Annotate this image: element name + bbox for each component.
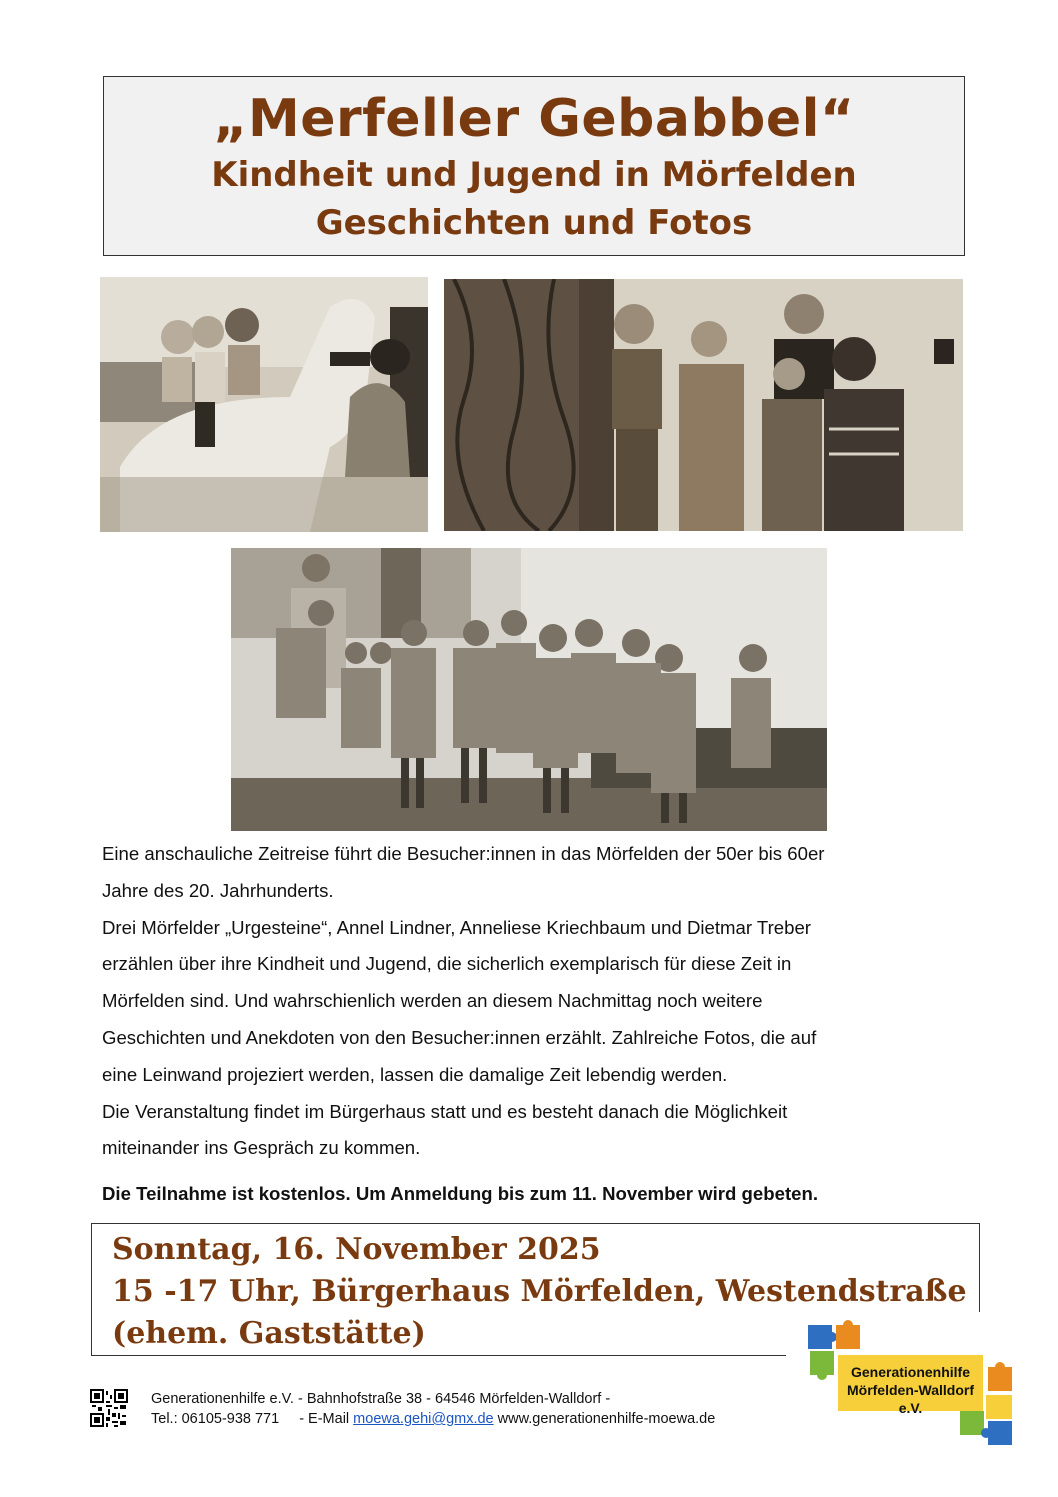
description-line: Jahre des 20. Jahrhunderts. (102, 879, 334, 901)
event-time-place: 15 -17 Uhr, Bürgerhaus Mörfelden, Westendstraße (112, 1274, 967, 1309)
description-line: Drei Mörfelder „Urgesteine“, Annel Lindner, Anneliese Kriechbaum und Dietmar Treber (102, 916, 811, 938)
description-line: erzählen über ihre Kindheit und Jugend, die sicherlich exemplarisch für diese Zeit in (102, 953, 792, 975)
page-title: „Merfeller Gebabbel“ (213, 89, 855, 149)
description-line: miteinander ins Gespräch zu kommen. (102, 1137, 421, 1159)
description-line: eine Leinwand projeziert werden, lassen die damalige Zeit lebendig werden. (102, 1063, 728, 1085)
title-box (103, 76, 965, 256)
description-line: Mörfelden sind. Und wahrschienlich werden an diesem Nachmittag noch weitere (102, 990, 763, 1012)
description-line: Eine anschauliche Zeitreise führt die Besucher:innen in das Mörfelden der 50er bis 60er (102, 843, 825, 864)
description-text (102, 836, 962, 1167)
footer-address: Generationenhilfe e.V. - Bahnhofstraße 38 - 64546 Mörfelden-Walldorf - (151, 1391, 611, 1407)
event-date: Sonntag, 16. November 2025 (112, 1232, 601, 1267)
registration-note: Die Teilnahme ist kostenlos. Um Anmeldung bis zum 11. November wird gebeten. (102, 1183, 819, 1204)
event-venue-note: (ehem. Gaststätte) (112, 1316, 426, 1351)
footer-website: www.generationenhilfe-moewa.de (493, 1411, 716, 1427)
subtitle-line-1: Kindheit und Jugend in Mörfelden (211, 155, 857, 195)
logo-line-2: Mörfelden-Walldorf e.V. (846, 1382, 975, 1416)
email-link[interactable]: moewa.gehi@gmx.de (353, 1411, 494, 1427)
footer-contact (151, 1389, 715, 1429)
logo-line-1: Generationenhilfe (850, 1364, 971, 1380)
photo-group-portrait (444, 279, 963, 531)
description-line: Geschichten und Anekdoten von den Besucher:innen erzählt. Zahlreiche Fotos, die auf (102, 1026, 817, 1048)
description-line: Die Veranstaltung findet im Bürgerhaus statt und es besteht danach die Möglichkeit (102, 1100, 788, 1122)
footer-contact-line (151, 1409, 715, 1429)
subtitle-line-2: Geschichten und Fotos (315, 203, 753, 243)
photo-children-in-line (231, 548, 827, 831)
footer-email-label: - E-Mail (299, 1411, 354, 1427)
logo-text (838, 1355, 983, 1416)
footer-phone: Tel.: 06105-938 771 (151, 1411, 280, 1427)
qr-code (90, 1389, 128, 1427)
photo-children-on-horse (100, 277, 428, 532)
